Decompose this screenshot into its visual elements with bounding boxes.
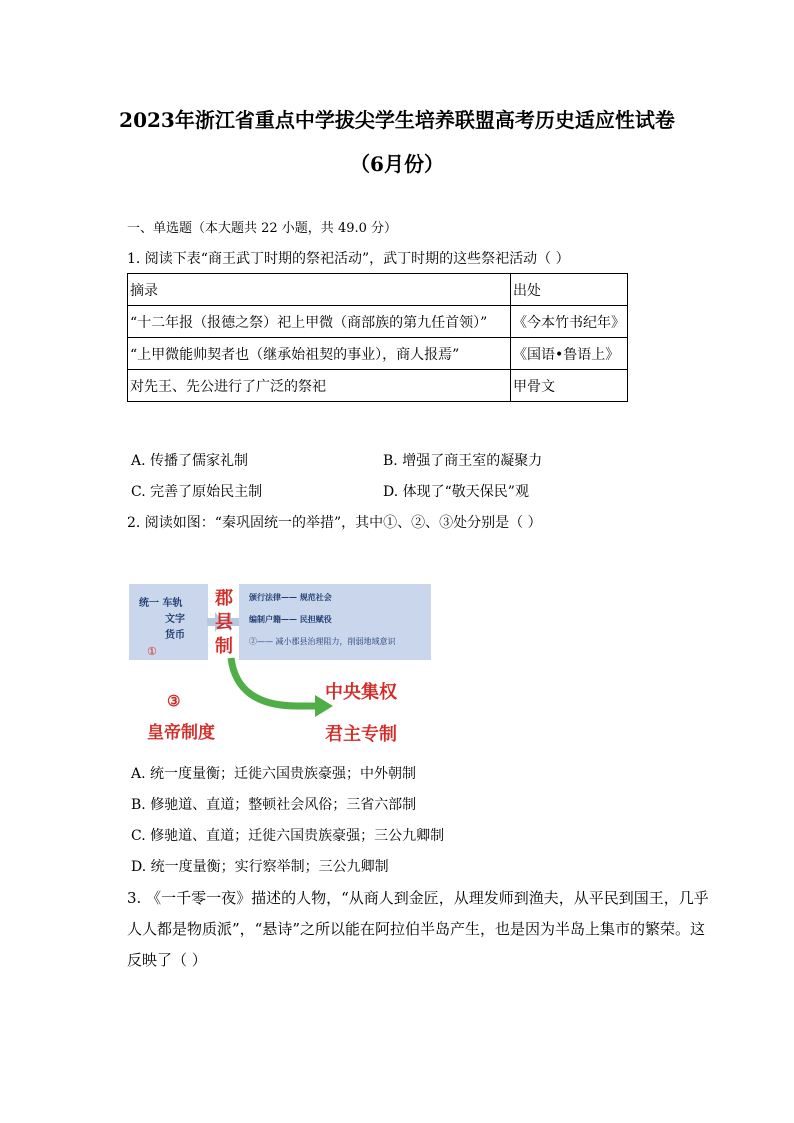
table-row xyxy=(128,306,628,338)
q2-stem: 2. 阅读如图：“秦巩固统一的举措”，其中①、②、③处分别是（ ） xyxy=(127,515,542,531)
right-line-3: ②—— 减小郡县治理阻力，削弱地域意识 xyxy=(249,637,396,646)
q1-table xyxy=(127,273,628,402)
left-box-line-1: 统一 车轨 xyxy=(139,598,183,609)
autocracy-label: 君主专制 xyxy=(325,724,397,745)
right-line-1: 颁行法律—— 规范社会 xyxy=(249,592,332,602)
section-heading: 一、单选题（本大题共 22 小题，共 49.0 分） xyxy=(127,221,398,236)
table-row xyxy=(128,370,628,402)
table-cell: “十二年报（报德之祭）祀上甲微（商部族的第九任首领）” xyxy=(128,306,511,338)
q3-stem-line-1: 3. 《一千零一夜》描述的人物，“从商人到金匠，从理发师到渔夫，从平民到国王，几乎 xyxy=(127,889,709,907)
q1-option-b: B. 增强了商王室的凝聚力 xyxy=(383,453,543,469)
q1-option-c: C. 完善了原始民主制 xyxy=(131,484,263,500)
table-cell: 《今本竹书纪年》 xyxy=(511,306,628,338)
q2-option-a: A. 统一度量衡；迁徙六国贵族豪强；中外朝制 xyxy=(131,766,417,782)
center-char-1: 郡 xyxy=(215,588,233,609)
centralization-label: 中央集权 xyxy=(325,682,397,703)
left-box-line-2: 文字 xyxy=(165,614,185,625)
table-cell: 《国语•鲁语上》 xyxy=(511,338,628,370)
green-arrow-curve xyxy=(231,658,317,706)
table-cell: 甲骨文 xyxy=(511,370,628,402)
center-char-3: 制 xyxy=(215,636,233,657)
center-char-2: 县 xyxy=(215,612,233,633)
right-line-2: 编制户籍—— 民担赋役 xyxy=(249,614,332,624)
q1-stem: 1. 阅读下表“商王武丁时期的祭祀活动”，武丁时期的这些祭祀活动（ ） xyxy=(127,251,570,267)
table-header-cell: 摘录 xyxy=(128,274,511,306)
table-cell: “上甲微能帅契者也（继承始祖契的事业），商人报焉” xyxy=(128,338,511,370)
q2-option-d: D. 统一度量衡；实行察举制；三公九卿制 xyxy=(131,859,389,875)
q3-stem-line-2: 人人都是物质派”，“悬诗”之所以能在阿拉伯半岛产生，也是因为半岛上集市的繁荣。这 xyxy=(127,920,706,938)
q1-option-d: D. 体现了“敬天保民”观 xyxy=(383,484,529,500)
table-cell: 对先王、先公进行了广泛的祭祀 xyxy=(128,370,511,402)
q3-stem-line-3: 反映了（ ） xyxy=(127,951,207,969)
circle-3-label: ③ xyxy=(167,692,181,710)
q1-option-a: A. 传播了儒家礼制 xyxy=(131,453,249,469)
q2-option-b: B. 修驰道、直道；整顿社会风俗；三省六部制 xyxy=(131,797,417,813)
table-header-cell: 出处 xyxy=(511,274,628,306)
table-header-row xyxy=(128,274,628,306)
emperor-system-label: 皇帝制度 xyxy=(147,723,215,743)
document-subtitle: （6月份） xyxy=(350,152,444,176)
left-box-line-3: 货币 xyxy=(165,630,185,641)
circle-1-label: ① xyxy=(147,645,157,658)
qin-measures-diagram xyxy=(127,578,433,750)
table-row xyxy=(128,338,628,370)
q2-option-c: C. 修驰道、直道；迁徙六国贵族豪强；三公九卿制 xyxy=(131,828,445,844)
document-title: 2023年浙江省重点中学拔尖学生培养联盟高考历史适应性试卷 xyxy=(119,108,675,132)
